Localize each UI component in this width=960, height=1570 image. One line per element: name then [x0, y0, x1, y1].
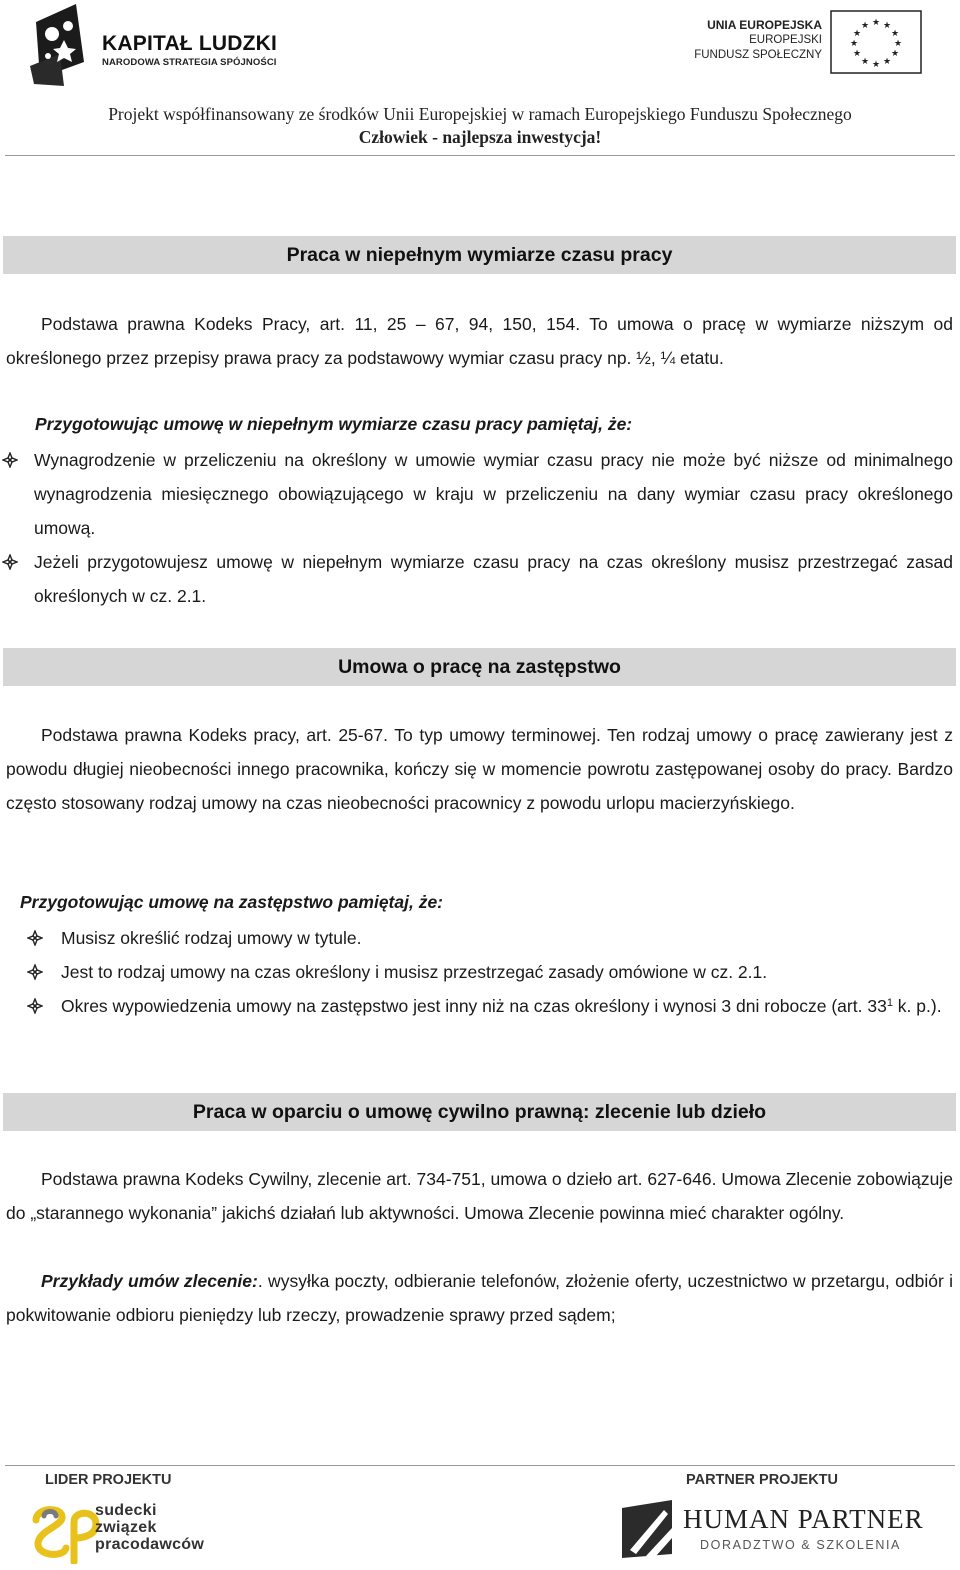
ue-line-2: EUROPEJSKI: [749, 34, 822, 46]
section2-bullet-3: [61, 989, 953, 1023]
svg-text:★: ★: [882, 57, 892, 67]
section-title-part-time: Praca w niepełnym wymiarze czasu pracy: [3, 236, 956, 274]
svg-text:★: ★: [852, 49, 862, 59]
svg-text:★: ★: [860, 57, 870, 67]
section2-bullet-3-text: Okres wypowiedzenia umowy na zastępstwo jest inny niż na czas określony i wynosi 3 dni robocze (art. 33: [61, 996, 887, 1016]
ue-text-block: [694, 18, 822, 63]
diamond-ornament-icon: [27, 930, 43, 946]
section2-bullet-2: [61, 955, 953, 989]
eu-flag-icon: [830, 10, 922, 74]
section-title-replacement: Umowa o pracę na zastępstwo: [3, 648, 956, 686]
section2-bullet-1: [61, 921, 953, 955]
kapital-ludzki-subtitle: NARODOWA STRATEGIA SPÓJNOŚCI: [102, 57, 277, 68]
svg-text:★: ★: [871, 60, 881, 70]
svg-text:★: ★: [871, 18, 881, 28]
leader-label: LIDER PROJEKTU: [45, 1472, 172, 1488]
section1-reminder-heading: Przygotowując umowę w niepełnym wymiarze czasu pracy pamiętaj, że:: [35, 414, 633, 434]
kapital-ludzki-logo: [30, 4, 300, 86]
footer-divider: [5, 1465, 955, 1466]
diamond-ornament-icon: [2, 554, 18, 570]
szp-logo-line-1: sudecki: [95, 1502, 157, 1519]
section-title-civil-contract: Praca w oparciu o umowę cywilno prawną: zlecenie lub dzieło: [3, 1093, 956, 1131]
diamond-ornament-icon: [27, 964, 43, 980]
svg-text:★: ★: [890, 49, 900, 59]
section2-paragraph: [6, 718, 953, 820]
section1-paragraph: [6, 307, 953, 375]
section2-paragraph-text: Podstawa prawna Kodeks pracy, art. 25-67. To typ umowy terminowej. Ten rodzaj umowy o pracę zawierany jest z powodu długiej nieobecności innego pracownika, kończy się w momencie powrotu zastępowanej osoby do pracy. Bardzo często stosowany rodzaj umowy na czas nieobecności pracownicy z powodu urlopu macierzyńskiego.: [6, 725, 953, 813]
svg-text:★: ★: [890, 29, 900, 39]
ue-efs-logo: [690, 10, 930, 76]
svg-text:★: ★: [860, 21, 870, 31]
section1-bullet-1-text: Wynagrodzenie w przeliczeniu na określony w umowie wymiar czasu pracy nie może być niższe od minimalnego wynagrodzenia miesięcznego obowiązującego w kraju w przeliczeniu na dany wymiar czasu pracy określonego umową.: [34, 450, 953, 538]
szp-logo-line-3: pracodawców: [95, 1536, 205, 1553]
project-slogan: Człowiek - najlepsza inwestycja!: [358, 127, 602, 147]
section2-bullet-1-text: Musisz określić rodzaj umowy w tytule.: [61, 928, 362, 948]
svg-text:★: ★: [852, 29, 862, 39]
section3-examples: [6, 1264, 953, 1332]
section1-bullet-2-text: Jeżeli przygotowujesz umowę w niepełnym wymiarze czasu pracy na czas określony musisz przestrzegać zasad określonych w cz. 2.1.: [34, 552, 953, 606]
szp-logo-line-2: związek: [95, 1519, 157, 1536]
section2-reminder-heading: Przygotowując umowę na zastępstwo pamiętaj, że:: [20, 892, 444, 912]
section2-bullet-3-end: k. p.).: [892, 996, 942, 1016]
ue-line-1: UNIA EUROPEJSKA: [707, 18, 822, 32]
section3-examples-label: Przykłady umów zlecenie:: [41, 1271, 258, 1291]
ue-line-3: FUNDUSZ SPOŁECZNY: [694, 49, 822, 61]
section3-paragraph-text: Podstawa prawna Kodeks Cywilny, zlecenie art. 734-751, umowa o dzieło art. 627-646. Umowa Zlecenie zobowiązuje do „starannego wykonania” jakichś działań lub aktywności. Umowa Zlecenie powinna mieć charakter ogólny.: [6, 1169, 953, 1223]
section2-bullet-3-superscript: 1: [886, 997, 893, 1009]
kapital-ludzki-title: KAPITAŁ LUDZKI: [102, 32, 278, 55]
svg-text:★: ★: [882, 21, 892, 31]
header-divider: [5, 155, 955, 156]
section1-bullet-1: [34, 443, 953, 545]
kapital-ludzki-emblem-icon: [30, 4, 96, 86]
human-partner-name: HUMAN PARTNER: [683, 1504, 924, 1534]
szp-logo-text: [95, 1502, 204, 1553]
diamond-ornament-icon: [2, 452, 18, 468]
svg-text:★: ★: [849, 39, 859, 49]
section2-bullet-2-text: Jest to rodzaj umowy na czas określony i musisz przestrzegać zasady omówione w cz. 2.1.: [61, 962, 768, 982]
svg-text:★: ★: [893, 39, 903, 49]
section1-bullet-2: [34, 545, 953, 613]
human-partner-tagline: DORADZTWO & SZKOLENIA: [700, 1538, 901, 1552]
project-cofinancing-line: Projekt współfinansowany ze środków Unii Europejskiej w ramach Europejskiego Funduszu Społecznego: [108, 104, 852, 124]
diamond-ornament-icon: [27, 998, 43, 1014]
section3-paragraph: [6, 1162, 953, 1230]
section3-examples-text: . wysyłka poczty, odbieranie telefonów, złożenie oferty, uczestnictwo w przetargu, odbiór i pokwitowanie odbioru pieniędzy lub rzeczy, prowadzenie sprawy przed sądem;: [6, 1271, 953, 1325]
section1-paragraph-text: Podstawa prawna Kodeks Pracy, art. 11, 25 – 67, 94, 150, 154. To umowa o pracę w wymiarze niższym od określonego przez przepisy prawa pracy za podstawowy wymiar czasu pracy np. ½, ¼ etatu.: [6, 314, 953, 368]
partner-label: PARTNER PROJEKTU: [686, 1472, 838, 1488]
